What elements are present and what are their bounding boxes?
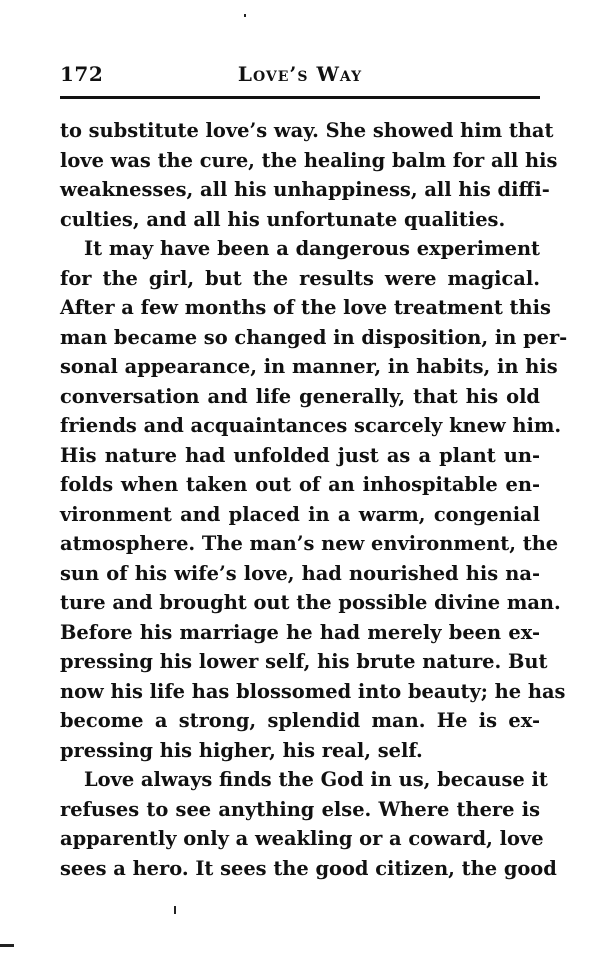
text-line: now his life has blossomed into beauty; he has (60, 679, 566, 703)
text-line: become a strong, splendid man. He is ex- (60, 709, 540, 732)
text-line: After a few months of the love treatment this (60, 296, 551, 319)
paragraph (60, 765, 557, 883)
text-line: for the girl, but the results were magical. (60, 266, 540, 290)
paragraph (60, 116, 558, 234)
running-head: Love’s Way (237, 62, 363, 86)
page-number: 172 (60, 62, 104, 86)
text-line: His nature had unfolded just as a plant un- (60, 443, 540, 467)
paragraph (60, 234, 568, 765)
text-line: Love always finds the God in us, because it (84, 768, 548, 791)
text-line: to substitute love’s way. She showed him that (60, 119, 554, 142)
text-line: conversation and life generally, that his old (60, 384, 540, 408)
text-line: sun of his wife’s love, had nourished his na- (60, 561, 540, 585)
header-rule (60, 96, 540, 99)
text-line: pressing his higher, his real, self. (60, 738, 423, 762)
text-line: pressing his lower self, his brute nature. But (60, 650, 548, 673)
scan-speck (0, 944, 14, 947)
text-line: atmosphere. The man’s new environment, the (60, 532, 559, 555)
text-line: culties, and all his unfortunate qualities. (60, 207, 506, 231)
text-line: Before his marriage he had merely been ex- (60, 620, 540, 644)
text-line: It may have been a dangerous experiment (84, 237, 540, 260)
text-line: sees a hero. It sees the good citizen, the good (60, 856, 557, 880)
text-line: weaknesses, all his unhappiness, all his diffi- (60, 178, 550, 201)
text-line: friends and acquaintances scarcely knew him. (60, 414, 562, 437)
text-line: vironment and placed in a warm, congenial (60, 502, 540, 526)
text-line: apparently only a weakling or a coward, love (60, 827, 544, 850)
page-header (60, 62, 540, 92)
text-line: refuses to see anything else. Where there is (60, 797, 540, 821)
text-line: ture and brought out the possible divine man. (60, 591, 561, 614)
text-line: man became so changed in disposition, in per- (60, 325, 568, 349)
body-text (60, 116, 568, 883)
text-line: love was the cure, the healing balm for all his (60, 148, 558, 172)
text-line: sonal appearance, in manner, in habits, in his (60, 355, 558, 378)
text-line: folds when taken out of an inhospitable en- (60, 473, 540, 496)
scan-speck (174, 906, 176, 914)
scan-speck (244, 14, 246, 17)
